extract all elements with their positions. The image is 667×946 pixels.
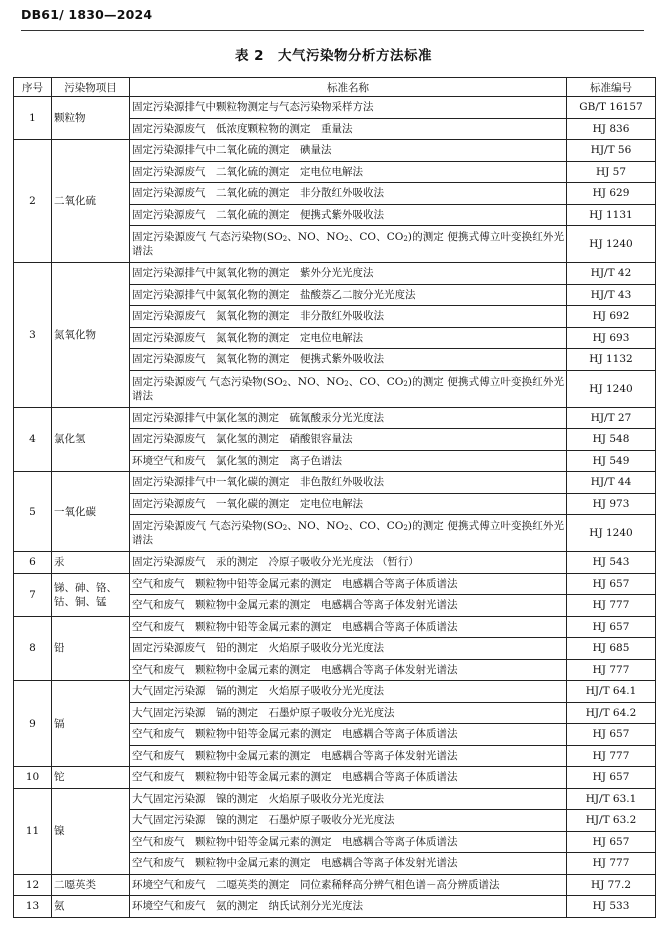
table-row xyxy=(14,407,656,429)
row-number: 8 xyxy=(14,616,52,681)
header-pollutant: 污染物项目 xyxy=(52,78,130,97)
standard-name: 固定污染源排气中一氧化碳的测定 非色散红外吸收法 xyxy=(130,472,567,494)
header-standard-name: 标准名称 xyxy=(130,78,567,97)
standard-code: HJ 692 xyxy=(567,306,656,328)
table-row xyxy=(14,472,656,494)
standard-code: HJ/T 27 xyxy=(567,407,656,429)
standard-code: HJ 657 xyxy=(567,767,656,789)
standard-code: HJ 1131 xyxy=(567,204,656,226)
header-no: 序号 xyxy=(14,78,52,97)
standard-name: 固定污染源废气 二氧化硫的测定 非分散红外吸收法 xyxy=(130,183,567,205)
standard-name: 大气固定污染源 镉的测定 石墨炉原子吸收分光光度法 xyxy=(130,702,567,724)
standard-code: HJ 657 xyxy=(567,831,656,853)
standard-code: HJ/T 42 xyxy=(567,263,656,285)
table-row xyxy=(14,263,656,285)
standard-name: 大气固定污染源 镍的测定 石墨炉原子吸收分光光度法 xyxy=(130,810,567,832)
standard-code: HJ 685 xyxy=(567,638,656,660)
standard-name: 固定污染源废气 二氧化硫的测定 便携式紫外吸收法 xyxy=(130,204,567,226)
standard-code: HJ/T 64.2 xyxy=(567,702,656,724)
standard-name: 空气和废气 颗粒物中金属元素的测定 电感耦合等离子体发射光谱法 xyxy=(130,659,567,681)
pollutant-name: 二氧化硫 xyxy=(52,140,130,263)
standard-code: HJ 836 xyxy=(567,118,656,140)
standard-code: HJ 549 xyxy=(567,450,656,472)
table-row xyxy=(14,97,656,119)
standard-code: HJ/T 43 xyxy=(567,284,656,306)
standard-name: 固定污染源排气中二氧化硫的测定 碘量法 xyxy=(130,140,567,162)
standard-name: 固定污染源排气中氮氧化物的测定 紫外分光光度法 xyxy=(130,263,567,285)
standard-name: 固定污染源排气中氮氧化物的测定 盐酸萘乙二胺分光光度法 xyxy=(130,284,567,306)
standard-code: HJ 1240 xyxy=(567,226,656,263)
table-title: 表 2 大气污染物分析方法标准 xyxy=(234,48,433,64)
table-row xyxy=(14,788,656,810)
standard-name: 环境空气和废气 二噁英类的测定 同位素稀释高分辨气相色谱－高分辨质谱法 xyxy=(130,874,567,896)
standard-name: 固定污染源废气 气态污染物($SO_2$、NO、$NO_2$、CO、$CO_2$)的测定 便携式傅立叶变换红外光谱法 xyxy=(130,226,567,263)
pollutant-name: 镍 xyxy=(52,788,130,874)
table-row xyxy=(14,616,656,638)
standard-name: 空气和废气 颗粒物中金属元素的测定 电感耦合等离子体发射光谱法 xyxy=(130,853,567,875)
standard-code: HJ 543 xyxy=(567,552,656,574)
standard-name: 固定污染源排气中颗粒物测定与气态污染物采样方法 xyxy=(130,97,567,119)
table-row xyxy=(14,767,656,789)
table-row xyxy=(14,874,656,896)
header-standard-code: 标准编号 xyxy=(567,78,656,97)
standard-name: 大气固定污染源 镍的测定 火焰原子吸收分光光度法 xyxy=(130,788,567,810)
table-row xyxy=(14,896,656,918)
standard-code: HJ 693 xyxy=(567,327,656,349)
table-row xyxy=(14,681,656,703)
standard-name: 空气和废气 颗粒物中铅等金属元素的测定 电感耦合等离子体质谱法 xyxy=(130,767,567,789)
table-row xyxy=(14,552,656,574)
standard-code: HJ 533 xyxy=(567,896,656,918)
standard-code: HJ 777 xyxy=(567,853,656,875)
standard-name: 环境空气和废气 氯化氢的测定 离子色谱法 xyxy=(130,450,567,472)
standard-code: HJ 657 xyxy=(567,616,656,638)
table-header-row xyxy=(14,78,656,97)
standard-name: 固定污染源废气 铅的测定 火焰原子吸收分光光度法 xyxy=(130,638,567,660)
standard-name: 固定污染源废气 气态污染物($SO_2$、NO、$NO_2$、CO、$CO_2$)的测定 便携式傅立叶变换红外光谱法 xyxy=(130,370,567,407)
standard-name: 空气和废气 颗粒物中铅等金属元素的测定 电感耦合等离子体质谱法 xyxy=(130,724,567,746)
standard-code: HJ/T 64.1 xyxy=(567,681,656,703)
row-number: 5 xyxy=(14,472,52,552)
pollutant-name: 镉 xyxy=(52,681,130,767)
standard-name: 固定污染源废气 汞的测定 冷原子吸收分光光度法 （暂行） xyxy=(130,552,567,574)
standard-code: HJ 1240 xyxy=(567,370,656,407)
standard-name: 固定污染源废气 气态污染物($SO_2$、NO、$NO_2$、CO、$CO_2$)的测定 便携式傅立叶变换红外光谱法 xyxy=(130,515,567,552)
document-id: DB61/ 1830—2024 xyxy=(21,7,153,22)
standard-name: 大气固定污染源 镉的测定 火焰原子吸收分光光度法 xyxy=(130,681,567,703)
standard-code: HJ 1240 xyxy=(567,515,656,552)
standard-code: HJ/T 44 xyxy=(567,472,656,494)
standards-table xyxy=(13,77,656,918)
standard-code: HJ 1132 xyxy=(567,349,656,371)
standard-code: HJ 657 xyxy=(567,573,656,595)
pollutant-name: 一氧化碳 xyxy=(52,472,130,552)
standard-code: GB/T 16157 xyxy=(567,97,656,119)
pollutant-name: 氨 xyxy=(52,896,130,918)
standard-name: 固定污染源废气 低浓度颗粒物的测定 重量法 xyxy=(130,118,567,140)
standard-name: 固定污染源废气 二氧化硫的测定 定电位电解法 xyxy=(130,161,567,183)
row-number: 6 xyxy=(14,552,52,574)
standard-code: HJ 777 xyxy=(567,659,656,681)
row-number: 2 xyxy=(14,140,52,263)
pollutant-name: 氯化氢 xyxy=(52,407,130,472)
row-number: 10 xyxy=(14,767,52,789)
header-rule xyxy=(21,30,644,31)
table-body xyxy=(14,97,656,918)
standard-code: HJ/T 63.1 xyxy=(567,788,656,810)
standard-code: HJ 57 xyxy=(567,161,656,183)
row-number: 12 xyxy=(14,874,52,896)
row-number: 13 xyxy=(14,896,52,918)
row-number: 3 xyxy=(14,263,52,408)
standard-code: HJ 657 xyxy=(567,724,656,746)
pollutant-name: 氮氧化物 xyxy=(52,263,130,408)
row-number: 11 xyxy=(14,788,52,874)
standard-name: 空气和废气 颗粒物中铅等金属元素的测定 电感耦合等离子体质谱法 xyxy=(130,616,567,638)
standard-name: 空气和废气 颗粒物中铅等金属元素的测定 电感耦合等离子体质谱法 xyxy=(130,573,567,595)
standard-name: 固定污染源废气 氯化氢的测定 硝酸银容量法 xyxy=(130,429,567,451)
pollutant-name: 汞 xyxy=(52,552,130,574)
pollutant-name: 铅 xyxy=(52,616,130,681)
standard-name: 固定污染源排气中氯化氢的测定 硫氰酸汞分光光度法 xyxy=(130,407,567,429)
row-number: 7 xyxy=(14,573,52,616)
table-row xyxy=(14,573,656,595)
pollutant-name: 铊 xyxy=(52,767,130,789)
standard-code: HJ 973 xyxy=(567,493,656,515)
pollutant-name: 颗粒物 xyxy=(52,97,130,140)
standard-code: HJ 629 xyxy=(567,183,656,205)
standard-code: HJ 777 xyxy=(567,595,656,617)
standard-name: 固定污染源废气 氮氧化物的测定 非分散红外吸收法 xyxy=(130,306,567,328)
standard-name: 空气和废气 颗粒物中金属元素的测定 电感耦合等离子体发射光谱法 xyxy=(130,595,567,617)
pollutant-name: 锑、砷、铬、钴、铜、锰 xyxy=(52,573,130,616)
standard-code: HJ/T 63.2 xyxy=(567,810,656,832)
standard-code: HJ/T 56 xyxy=(567,140,656,162)
row-number: 4 xyxy=(14,407,52,472)
standard-code: HJ 777 xyxy=(567,745,656,767)
pollutant-name: 二噁英类 xyxy=(52,874,130,896)
row-number: 9 xyxy=(14,681,52,767)
standard-name: 环境空气和废气 氨的测定 纳氏试剂分光光度法 xyxy=(130,896,567,918)
standard-name: 固定污染源废气 氮氧化物的测定 定电位电解法 xyxy=(130,327,567,349)
standard-name: 固定污染源废气 氮氧化物的测定 便携式紫外吸收法 xyxy=(130,349,567,371)
standard-code: HJ 548 xyxy=(567,429,656,451)
row-number: 1 xyxy=(14,97,52,140)
standard-name: 空气和废气 颗粒物中金属元素的测定 电感耦合等离子体发射光谱法 xyxy=(130,745,567,767)
standard-name: 空气和废气 颗粒物中铅等金属元素的测定 电感耦合等离子体质谱法 xyxy=(130,831,567,853)
table-row xyxy=(14,140,656,162)
standard-name: 固定污染源废气 一氧化碳的测定 定电位电解法 xyxy=(130,493,567,515)
standard-code: HJ 77.2 xyxy=(567,874,656,896)
